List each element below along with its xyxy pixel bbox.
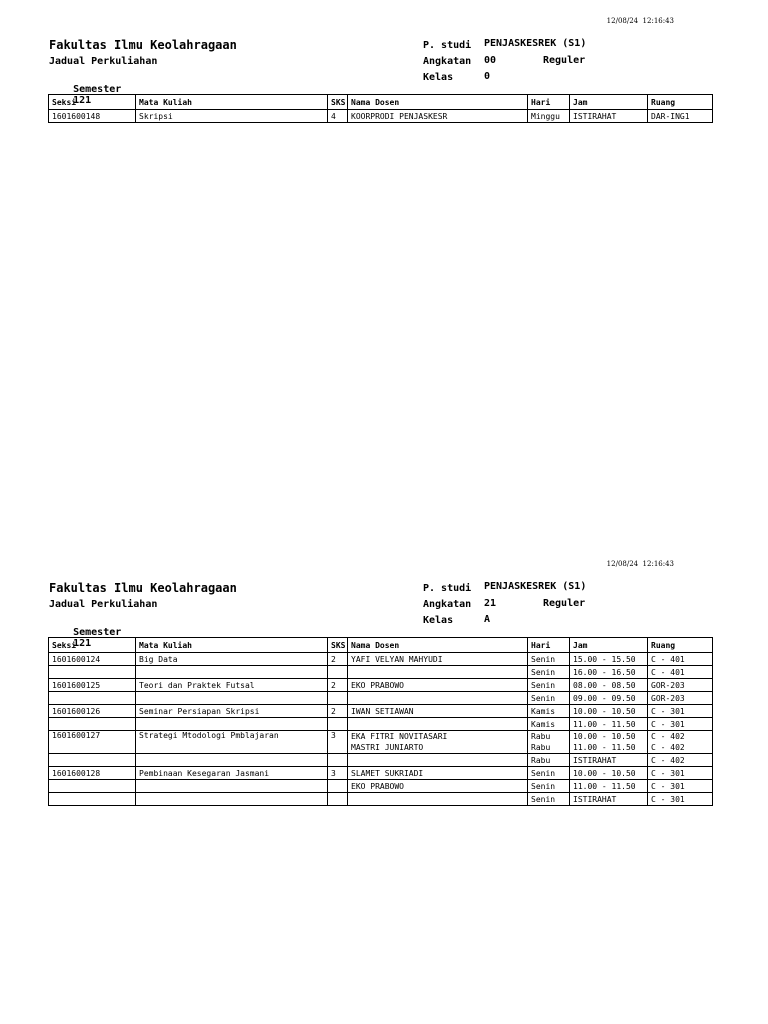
hari-line: Rabu [531,732,551,741]
cell-hari: Rabu [528,754,570,767]
cell-jam: ISTIRAHAT [570,110,648,123]
angkatan-value: 21 [484,598,497,609]
cell-jam: 10.00 - 10.50 [570,705,648,718]
cell-jam [570,731,648,754]
cell-jam: 09.00 - 09.50 [570,692,648,705]
col-header-ruang: Ruang [648,95,713,110]
col-header-sks: SKS [328,638,348,653]
cell-sks: 4 [328,110,348,123]
cell-nama-dosen: SLAMET SUKRIADI [348,767,528,780]
cell-nama-dosen [348,666,528,679]
pstudi-label: P. studi [423,40,472,51]
cell-sks [328,754,348,767]
cell-nama-dosen [348,754,528,767]
cell-hari: Senin [528,793,570,806]
cell-hari: Senin [528,666,570,679]
cell-jam: 10.00 - 10.50 [570,767,648,780]
cell-seksi [49,692,136,705]
table-row [49,679,713,692]
cell-sks [328,780,348,793]
cell-ruang: GOR-203 [648,692,713,705]
schedule-title: Jadual Perkuliahan [49,599,158,610]
cell-seksi: 1601600125 [49,679,136,692]
cell-nama-dosen: EKO PRABOWO [348,780,528,793]
cell-sks: 2 [328,679,348,692]
pstudi-label: P. studi [423,583,472,594]
cell-mata-kuliah: Big Data [136,653,328,666]
table-row [49,666,713,679]
cell-ruang [648,731,713,754]
cell-sks [328,692,348,705]
cell-mata-kuliah [136,718,328,731]
pstudi-value: PENJASKESREK (S1) [484,38,587,49]
cell-sks: 2 [328,705,348,718]
cell-nama-dosen [348,793,528,806]
table-row [49,653,713,666]
cell-ruang: C - 301 [648,718,713,731]
pstudi-value: PENJASKESREK (S1) [484,581,587,592]
jam-line: 10.00 - 10.50 [573,732,636,741]
table-row [49,718,713,731]
table-row [49,731,713,754]
cell-jam: 15.00 - 15.50 [570,653,648,666]
print-timestamp: 12/08/24 12:16:43 [606,17,674,25]
cell-hari: Minggu [528,110,570,123]
cell-seksi: 1601600148 [49,110,136,123]
cell-sks: 2 [328,653,348,666]
col-header-hari: Hari [528,95,570,110]
cell-seksi [49,754,136,767]
cell-seksi: 1601600124 [49,653,136,666]
table-row [49,780,713,793]
table-row [49,110,713,123]
cell-hari: Senin [528,679,570,692]
cell-hari: Senin [528,767,570,780]
semester-label: Semester [73,627,122,638]
col-header-seksi: Seksi [49,95,136,110]
kelas-label: Kelas [423,72,454,83]
cell-hari [528,731,570,754]
col-header-jam: Jam [570,638,648,653]
faculty-title: Fakultas Ilmu Keolahragaan [49,581,237,595]
dosen-line: MASTRI JUNIARTO [351,743,424,752]
cell-ruang: C - 401 [648,666,713,679]
cell-jam: 11.00 - 11.50 [570,718,648,731]
cell-seksi [49,793,136,806]
cell-nama-dosen [348,731,528,754]
faculty-title: Fakultas Ilmu Keolahragaan [49,38,237,52]
jam-line: 11.00 - 11.50 [573,743,636,752]
col-header-nama-dosen: Nama Dosen [348,95,528,110]
table-row [49,692,713,705]
semester-value: 121 [73,638,92,649]
cell-seksi: 1601600126 [49,705,136,718]
cell-jam: 08.00 - 08.50 [570,679,648,692]
schedule-title: Jadual Perkuliahan [49,56,158,67]
cell-seksi: 1601600127 [49,731,136,754]
cell-sks [328,666,348,679]
col-header-nama-dosen: Nama Dosen [348,638,528,653]
cell-nama-dosen: IWAN SETIAWAN [348,705,528,718]
cell-ruang: C - 301 [648,780,713,793]
cell-sks [328,718,348,731]
cell-hari: Senin [528,780,570,793]
cell-mata-kuliah: Teori dan Praktek Futsal [136,679,328,692]
col-header-mata-kuliah: Mata Kuliah [136,95,328,110]
cell-jam: ISTIRAHAT [570,754,648,767]
table-row [49,754,713,767]
cell-mata-kuliah: Skripsi [136,110,328,123]
col-header-sks: SKS [328,95,348,110]
cell-hari: Senin [528,653,570,666]
cell-ruang: C - 301 [648,705,713,718]
semester-label: Semester [73,84,122,95]
table-header-row [49,638,713,653]
schedule-table-1 [48,94,713,123]
cell-jam: 16.00 - 16.50 [570,666,648,679]
cell-nama-dosen: YAFI VELYAN MAHYUDI [348,653,528,666]
cell-sks [328,793,348,806]
cell-ruang: C - 402 [648,754,713,767]
cell-jam: 11.00 - 11.50 [570,780,648,793]
angkatan-label: Angkatan [423,56,472,67]
cell-seksi: 1601600128 [49,767,136,780]
cell-hari: Kamis [528,705,570,718]
program-type: Reguler [543,598,586,609]
cell-mata-kuliah [136,780,328,793]
cell-nama-dosen [348,718,528,731]
cell-mata-kuliah: Seminar Persiapan Skripsi [136,705,328,718]
cell-sks: 3 [328,767,348,780]
semester-value: 121 [73,95,92,106]
cell-ruang: C - 401 [648,653,713,666]
cell-seksi [49,718,136,731]
cell-jam: ISTIRAHAT [570,793,648,806]
angkatan-label: Angkatan [423,599,472,610]
col-header-jam: Jam [570,95,648,110]
cell-nama-dosen [348,692,528,705]
cell-nama-dosen: EKO PRABOWO [348,679,528,692]
program-type: Reguler [543,55,586,66]
cell-ruang: C - 301 [648,767,713,780]
cell-hari: Senin [528,692,570,705]
cell-ruang: C - 301 [648,793,713,806]
table-row [49,767,713,780]
print-timestamp: 12/08/24 12:16:43 [606,560,674,568]
kelas-value: A [484,614,491,625]
cell-mata-kuliah: Pembinaan Kesegaran Jasmani [136,767,328,780]
kelas-value: 0 [484,71,491,82]
cell-mata-kuliah [136,692,328,705]
kelas-label: Kelas [423,615,454,626]
cell-mata-kuliah: Strategi Mtodologi Pmblajaran [136,731,328,754]
col-header-hari: Hari [528,638,570,653]
angkatan-value: 00 [484,55,497,66]
cell-mata-kuliah [136,754,328,767]
cell-sks: 3 [328,731,348,754]
cell-nama-dosen: KOORPRODI PENJASKESR [348,110,528,123]
col-header-ruang: Ruang [648,638,713,653]
hari-line: Rabu [531,743,551,752]
table-row [49,705,713,718]
table-header-row [49,95,713,110]
dosen-line: EKA FITRI NOVITASARI [351,732,448,741]
cell-ruang: DAR-ING1 [648,110,713,123]
cell-hari: Kamis [528,718,570,731]
col-header-mata-kuliah: Mata Kuliah [136,638,328,653]
ruang-line: C - 402 [651,743,685,752]
cell-seksi [49,780,136,793]
table-row [49,793,713,806]
ruang-line: C - 402 [651,732,685,741]
cell-seksi [49,666,136,679]
cell-mata-kuliah [136,793,328,806]
schedule-table-2 [48,637,713,806]
col-header-seksi: Seksi [49,638,136,653]
cell-ruang: GOR-203 [648,679,713,692]
cell-mata-kuliah [136,666,328,679]
